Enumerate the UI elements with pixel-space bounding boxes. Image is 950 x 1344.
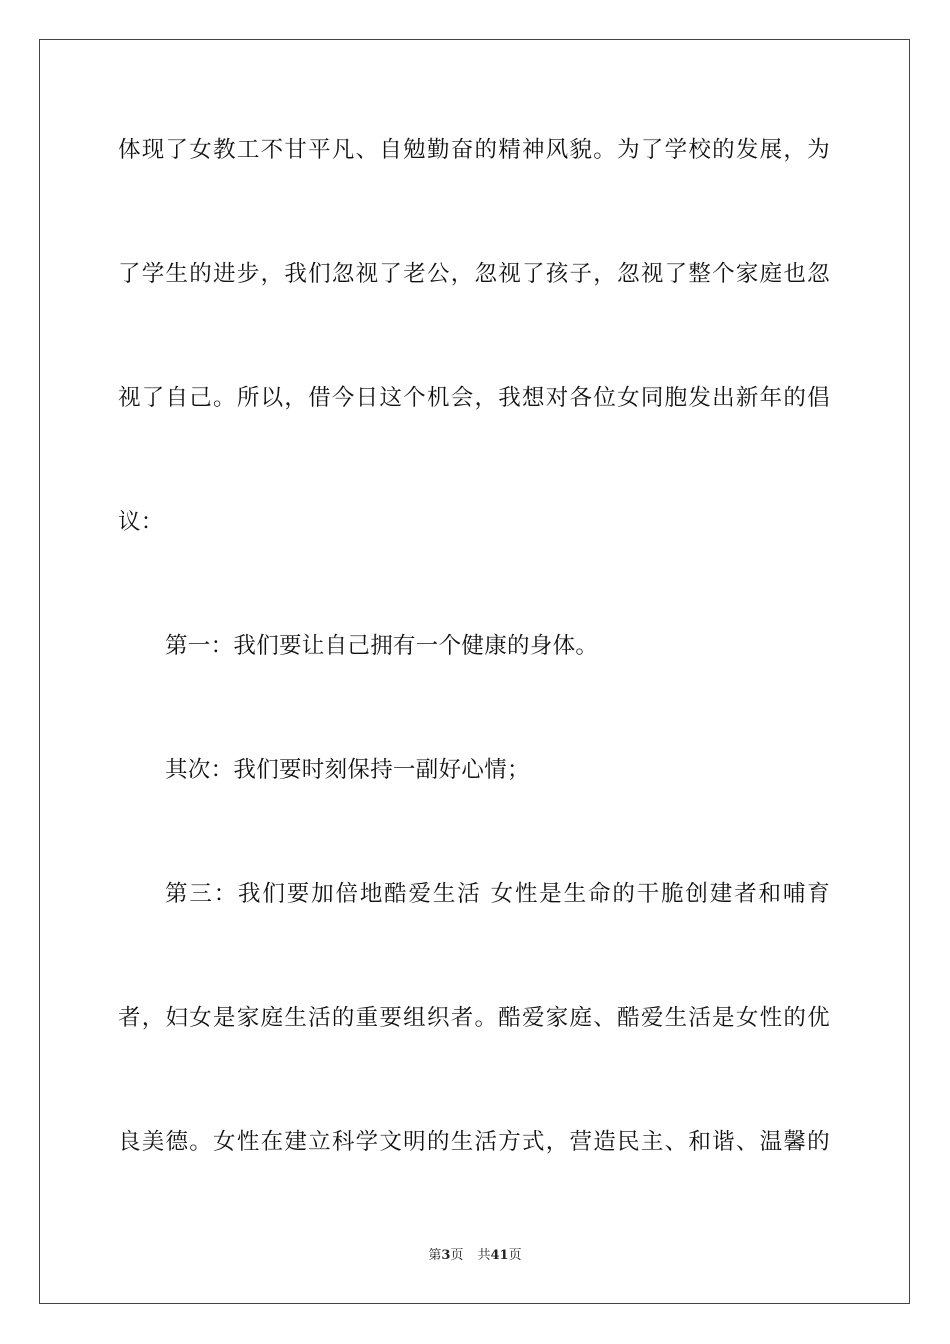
text-line-8: 者，妇女是家庭生活的重要组织者。酷爱家庭、酷爱生活是女性的优 — [118, 1005, 830, 1031]
text-line-6: 其次：我们要时刻保持一副好心情； — [165, 757, 530, 783]
page-border — [39, 39, 910, 1304]
page-suffix: 页 — [450, 1248, 464, 1263]
page-number: 3 — [441, 1248, 451, 1263]
total-suffix: 页 — [508, 1248, 522, 1263]
text-line-1: 体现了女教工不甘平凡、自勉勤奋的精神风貌。为了学校的发展，为 — [118, 137, 830, 163]
text-line-4: 议： — [118, 509, 164, 535]
text-line-2: 了学生的进步，我们忽视了老公，忽视了孩子，忽视了整个家庭也忽 — [118, 261, 830, 287]
total-pages: 41 — [490, 1248, 509, 1263]
page-footer — [0, 1247, 950, 1265]
page-prefix: 第 — [428, 1248, 442, 1263]
text-line-5: 第一：我们要让自己拥有一个健康的身体。 — [165, 633, 599, 659]
text-line-3: 视了自己。所以，借今日这个机会，我想对各位女同胞发出新年的倡 — [118, 385, 830, 411]
text-line-9: 良美德。女性在建立科学文明的生活方式，营造民主、和谐、温馨的 — [118, 1129, 830, 1155]
total-prefix: 共 — [477, 1248, 491, 1263]
text-line-7: 第三：我们要加倍地酷爱生活 女性是生命的干脆创建者和哺育 — [165, 881, 830, 907]
